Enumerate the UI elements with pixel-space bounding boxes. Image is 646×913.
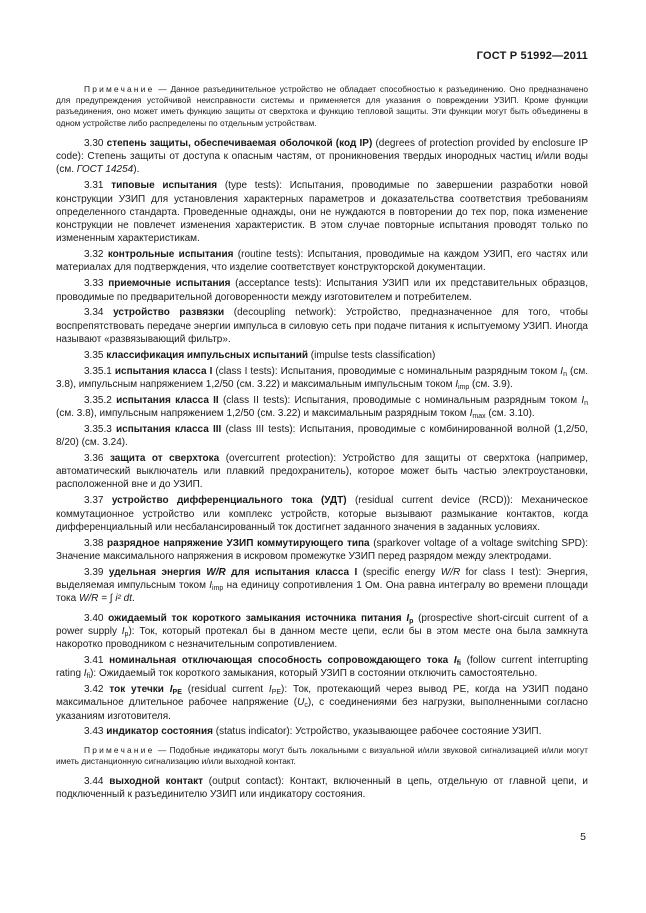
term-part: для испытания класса I — [225, 566, 358, 578]
clause-text: (prospective short-circuit current of a power supply — [56, 612, 589, 637]
clause-text: (type tests): Испытания, проводимые по завершении разработки новой конструкции УЗИП для установления характерных параметров и доказательства соответствия требованиям определенного стандарта. Проведенные однажды, они не нуждаются в повторении до тех пор, пока изменение конструкции не повлечет изменения характеристик. В этом случае повторные испытания проводят только по измененным характеристикам. — [56, 180, 589, 245]
clause-number: 3.38 — [84, 537, 104, 549]
clause-text: (class III tests): Испытания, проводимые с комбинированной волной (1,2/50, 8/20) (см. 3.24). — [56, 423, 588, 449]
clause-text: (residual current device (RCD)): Механическое коммутационное устройство или комплекс устройств, которые вызывают размыкание контактов, когда дифференциальный или несбалансированный ток достигнет заданного значения в заданных условиях. — [56, 495, 589, 533]
energy-formula: W/R = ∫ i² dt — [78, 593, 132, 605]
clause-3-41 — [56, 654, 588, 681]
clause-3-35-3 — [56, 423, 588, 450]
clause-number: 3.31 — [84, 180, 104, 192]
symbol-current: I — [469, 407, 473, 419]
clause-number: 3.44 — [84, 776, 104, 788]
clause-text: ): Ток, который протекал бы в данном месте цепи, если бы в этом месте она была замкнута накоротко проводником с незначительным сопротивлением. — [56, 625, 588, 651]
clause-term — [108, 613, 413, 624]
clause-number: 3.39 — [84, 566, 104, 578]
clause-number: 3.34 — [84, 307, 104, 319]
term-symbol: W/R — [206, 566, 226, 578]
term-symbol: I — [169, 684, 173, 696]
symbol-current: I — [83, 668, 87, 680]
clause-text: (class I tests): Испытания, проводимые с номинальным разрядным током — [212, 365, 561, 377]
clause-3-36 — [56, 452, 588, 492]
clause-number: 3.40 — [84, 612, 104, 624]
clause-term: устройство дифференциального тока (УДТ) — [111, 495, 347, 507]
clause-text: на единицу сопротивления 1 Ом. Она равна интегралу во времени площади тока — [56, 580, 588, 605]
clause-3-32 — [56, 248, 588, 275]
note-text: — Данное разъединительное устройство не обладает способностью к разъединению. Оно предназначено для предупреждения устойчивой неисправности системы и применяется для указания о повреждении УЗИП. Кроме функции разъединения, оно может иметь функцию защиты от сверхтока и функцию тепловой защиты. Эти функции могут быть объединены в одном устройстве либо распределены по отдельным устройствам. — [56, 84, 588, 128]
symbol-subscript: n — [584, 399, 589, 407]
clause-number: 3.36 — [84, 452, 104, 464]
clause-3-38 — [56, 537, 588, 564]
clause-number: 3.41 — [84, 655, 104, 666]
clause-term: типовые испытания — [111, 180, 218, 192]
symbol-current: I — [560, 365, 564, 377]
clause-3-44 — [56, 775, 588, 802]
clause-3-31 — [56, 179, 588, 245]
clause-term: контрольные испытания — [107, 249, 234, 261]
page-number: 5 — [580, 831, 586, 843]
clause-text: (impulse tests classification) — [308, 349, 436, 361]
clause-number: 3.30 — [84, 137, 104, 149]
clause-text: (sparkover voltage of a voltage switching SPD): Значение максимального напряжения в искровом промежутке УЗИП перед разрядом между электродами. — [56, 537, 588, 562]
clause-number: 3.35 — [84, 349, 104, 361]
clause-text: (class II tests): Испытания, проводимые с номинальным разрядным током — [218, 394, 582, 406]
clause-number: 3.32 — [84, 249, 104, 261]
symbol-energy: W/R — [440, 566, 461, 578]
clause-text: (output contact): Контакт, включенный в цепь, отдельную от главной цепи, и подключенный к разъединителю УЗИП или индикатору состояния. — [56, 776, 589, 801]
clause-number: 3.35.3 — [84, 423, 112, 435]
symbol-subscript: fi — [456, 660, 461, 667]
symbol-current: I — [121, 625, 125, 637]
clause-3-35-2 — [56, 394, 588, 421]
clause-text: for class I test): Энергия, выделяемая импульсным током — [56, 566, 588, 592]
clause-text: ), с соединениями без нагрузки, выполненными согласно указаниям изготовителя. — [56, 697, 588, 722]
term-part: ток утечки — [109, 684, 170, 696]
note-lead: Примечание — [84, 84, 155, 94]
clause-term — [109, 567, 357, 578]
clause-term: индикатор состояния — [106, 726, 213, 738]
clause-3-33 — [56, 277, 588, 304]
symbol-voltage: U — [297, 697, 305, 709]
note-indicators — [56, 745, 588, 767]
clause-text: (residual current — [181, 684, 269, 696]
clause-term: разрядное напряжение УЗИП коммутирующего типа — [107, 537, 370, 549]
term-part: удельная энергия — [108, 566, 207, 578]
clause-3-34 — [56, 306, 588, 346]
clause-number: 3.42 — [84, 684, 104, 696]
symbol-current: I — [581, 394, 585, 406]
clause-text: (decoupling network): Устройство, предназначенное для того, чтобы воспрепятствовать передаче энергии импульса в силовую сеть при подаче питания к испытуемому УЗИП. Иногда называют «развязывающий фильтр». — [56, 307, 588, 345]
clause-term: испытания класса III — [115, 423, 222, 435]
symbol-subscript: p — [124, 630, 129, 638]
clause-3-35 — [56, 349, 588, 362]
clause-text: (follow current interrupting rating — [56, 655, 589, 680]
note-disconnector — [56, 84, 588, 129]
term-part: ожидаемый ток короткого замыкания источника питания — [108, 612, 407, 624]
clause-term: защита от сверхтока — [109, 452, 220, 464]
symbol-subscript: p — [409, 617, 414, 625]
term-symbol: I — [453, 655, 457, 666]
clause-3-30 — [56, 137, 588, 177]
clause-text: ): Ожидаемый ток короткого замыкания, который УЗИП в состоянии отключить самостоятельно. — [90, 668, 538, 680]
clause-text-end: ). — [133, 164, 140, 176]
note-lead: Примечание — [84, 744, 155, 755]
clause-term: выходной контакт — [109, 776, 204, 788]
clause-number: 3.33 — [84, 278, 104, 290]
clause-3-37 — [56, 494, 588, 534]
clause-term: приемочные испытания — [108, 278, 231, 290]
clause-text: (см. 3.9). — [469, 378, 513, 390]
clause-text: (acceptance tests): Испытания УЗИП или их представительных образцов, проводимые по предварительной договоренности между изготовителем и потребителем. — [56, 278, 588, 303]
symbol-subscript: imp — [212, 585, 224, 593]
document-header: ГОСТ Р 51992—2011 — [476, 50, 588, 62]
clause-text: (routine tests): Испытания, проводимые на каждом УЗИП, его частях или материалах для подтверждения, что изделие соответствует конструкторской документации. — [56, 249, 589, 274]
clause-term: испытания класса II — [116, 394, 219, 406]
clause-3-42 — [56, 683, 588, 723]
clause-3-35-1 — [56, 365, 588, 392]
symbol-subscript: fi — [86, 673, 91, 681]
clause-number: 3.35.2 — [84, 394, 112, 406]
clause-text: (specific energy — [357, 566, 441, 578]
symbol-subscript: c — [304, 702, 308, 710]
clause-3-40 — [56, 612, 588, 652]
term-part: номинальная отключающая способность сопровождающего тока — [109, 655, 454, 666]
symbol-current: I — [268, 684, 272, 696]
symbol-subscript: PE — [172, 689, 182, 697]
document-body — [56, 84, 588, 804]
symbol-subscript: imp — [458, 383, 470, 391]
clause-term — [109, 655, 461, 666]
symbol-subscript: n — [563, 370, 567, 378]
clause-text: (overcurrent protection): Устройство для защиты от сверхтока (например, автоматический выключатель или плавкий предохранитель), которое может быть частью электроустановки, расположенной вне и до УЗИП. — [56, 452, 589, 491]
clause-term: классификация импульсных испытаний — [106, 349, 309, 361]
symbol-current: I — [455, 378, 458, 390]
clause-number: 3.35.1 — [84, 365, 112, 377]
clause-text: (см. 3.10). — [485, 407, 535, 419]
symbol-subscript: max — [472, 412, 486, 420]
clause-number: 3.37 — [84, 495, 104, 507]
clause-text-end: . — [132, 593, 135, 605]
clause-term: степень защиты, обеспечиваемая оболочкой (код IP) — [106, 137, 373, 149]
clause-text: ): Ток, протекающий через вывод РЕ, когда на УЗИП подано максимальное длительное рабочее напряжение ( — [56, 684, 589, 709]
clause-text: (status indicator): Устройство, указывающее рабочее состояние УЗИП. — [212, 726, 542, 738]
clause-text: (degrees of protection provided by enclosure IP code): Степень защиты от доступа к опасным частям, от проникновения твердых инородных частиц и/или воды (см. — [56, 137, 589, 176]
clause-term — [109, 684, 182, 695]
clause-term: испытания класса I — [114, 365, 213, 377]
symbol-current: I — [209, 580, 213, 592]
symbol-subscript: PE — [271, 689, 282, 697]
term-symbol: I — [406, 612, 410, 624]
standard-reference: ГОСТ 14254 — [76, 164, 134, 176]
clause-number: 3.43 — [84, 726, 104, 738]
clause-text: (см. 3.8), импульсным напряжением 1,2/50 (см. 3.22) и максимальным разрядным током — [56, 407, 470, 419]
clause-text: (см. 3.8), импульсным напряжением 1,2/50 (см. 3.22) и максимальным импульсным током — [56, 365, 588, 390]
clause-term: устройство развязки — [113, 307, 225, 319]
clause-3-39 — [56, 566, 588, 606]
clause-3-43 — [56, 725, 588, 738]
note-text: — Подобные индикаторы могут быть локальными с визуальной и/или звуковой сигнализацией и/или могут иметь дистанционную сигнализацию и/или выходной контакт. — [56, 744, 588, 766]
